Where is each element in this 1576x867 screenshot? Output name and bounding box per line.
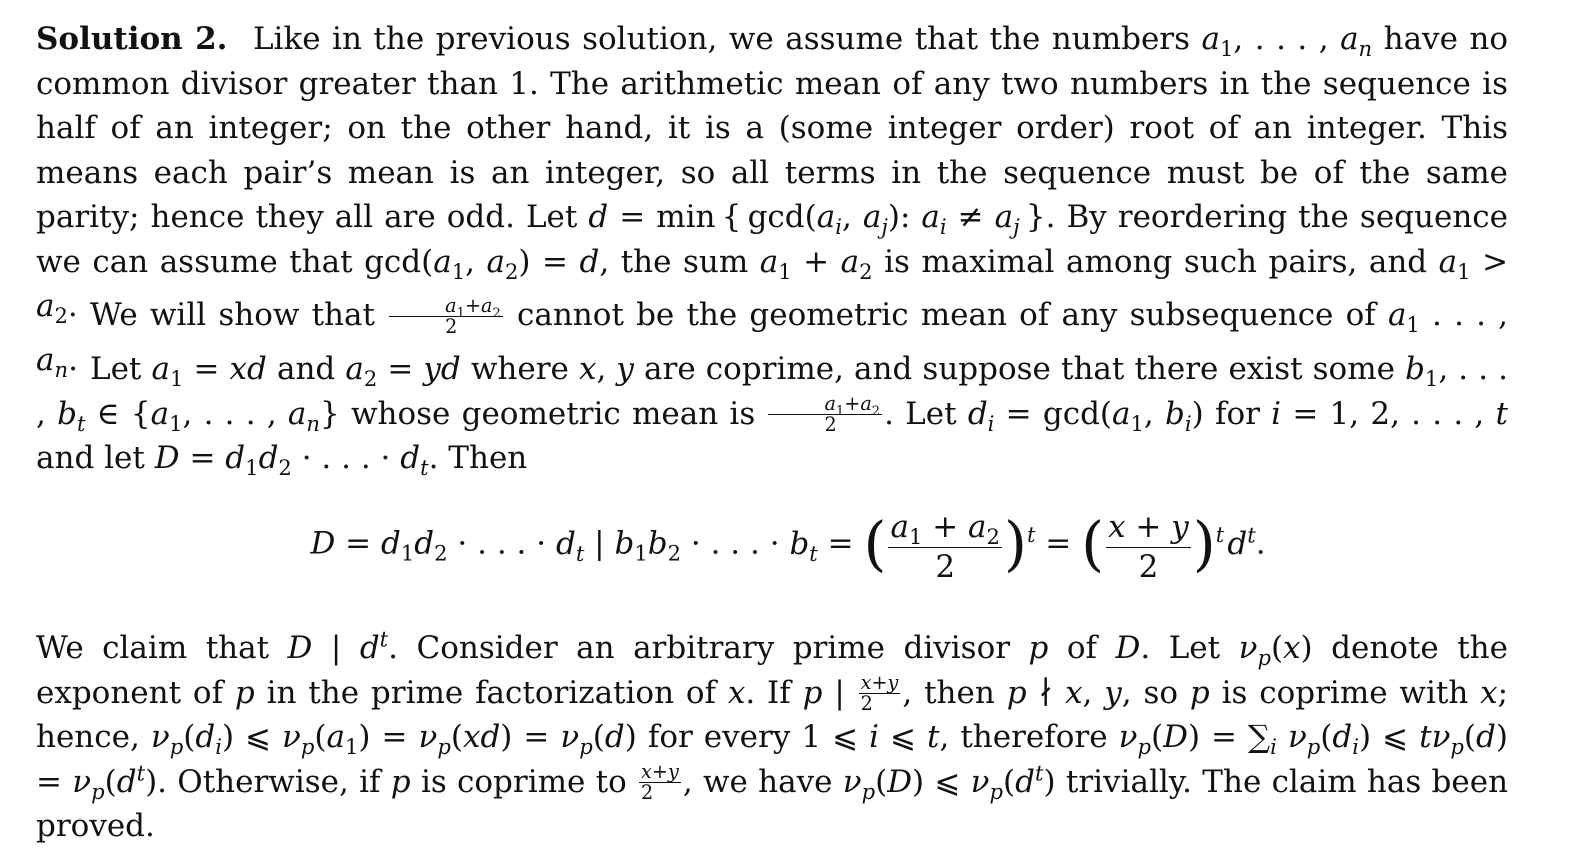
math-sum: $a_1 + a_2$ [759, 243, 873, 284]
p4-text-11: ; hence, [36, 674, 1509, 755]
math-D-def: $D = d_1d_2$ · . . . · $d_t$ [154, 440, 429, 481]
p4-text-3: of [1066, 630, 1098, 666]
p4-text-15: is coprime to [420, 763, 627, 800]
p4-text-5: denote the exponent of [36, 630, 1508, 711]
math-a1-gt-a2: $a_1 > a_2$. [36, 243, 1509, 329]
math-a1-an: $a_1$, . . . , $a_n$ [1201, 21, 1373, 62]
math-b-set: $b_1$, . . . , $b_t$ ∈ {$a_1$, . . . , $a_n$} [36, 351, 1509, 436]
math-p: p [1028, 630, 1049, 666]
p4-text-16: , we have [682, 763, 833, 800]
math-nu-chain: $\nu_p(d_i)$ ⩽ $\nu_p(a_1) = \nu_p(xd) = \nu_p(d)$ [150, 719, 637, 760]
math-i-range-2: 1 ⩽ i ⩽ t [801, 719, 940, 755]
math-p-2: p [234, 674, 255, 711]
p1-text-4: , the sum [599, 243, 749, 280]
solution-label: Solution 2. [36, 21, 228, 57]
p4-text-7: . If [745, 674, 791, 711]
p4-text-14: . Otherwise, if [157, 763, 381, 800]
p3-text-2: and [276, 351, 336, 387]
math-a1-xd: $a_1$ = xd [151, 351, 267, 392]
paragraph-3 [36, 347, 1508, 481]
p3-text-6: . Let [884, 395, 957, 432]
p3-text-9: . Then [428, 440, 528, 476]
math-di-def: $d_i = \gcd(a_1$, $b_i$) [967, 395, 1204, 436]
math-p-div-frac: p | $\frac{x+y}{2}$ [802, 671, 899, 716]
p4-text-10: is coprime with [1221, 674, 1469, 711]
p1-text-5: is maximal among such pairs, and [884, 243, 1428, 280]
p4-text-9: , so [1121, 674, 1179, 711]
paragraph-1 [36, 17, 1508, 329]
math-p-ndiv-xy: p ∤ x, y [1006, 674, 1122, 711]
p4-text-13: , therefore [939, 719, 1108, 755]
p3-text-7: for [1214, 395, 1260, 432]
p4-text-2: . Consider an arbitrary prime divisor [388, 630, 1011, 666]
p4-text-8: , then [902, 674, 995, 711]
math-nu-p-x: $\nu_p(x)$ [1238, 630, 1313, 671]
p4-text-17: trivially. The claim has been proved. [36, 763, 1509, 844]
math-d-def: d = min { $\gcd(a_i$, $a_j$): $a_i \ne a_j$ } [588, 199, 1046, 240]
p4-text-4: . Let [1140, 630, 1221, 666]
math-D: D [1115, 630, 1141, 666]
p3-text-1: Let [90, 351, 142, 387]
math-i-range: i = 1, 2, . . . , t [1271, 395, 1508, 432]
paragraph-4 [36, 626, 1508, 849]
math-nu-D-le: $\nu_p(D)$ ⩽ $\nu_p(d^t)$ [842, 760, 1056, 804]
math-a2-yd: $a_2$ = yd [345, 351, 461, 392]
math-x-2: x [1480, 674, 1498, 711]
p4-text-6: in the prime factorization of [266, 674, 717, 711]
p4-text-1: We claim that [36, 630, 270, 666]
p1-text-3: . By reordering the sequence we can assume that [36, 199, 1508, 280]
math-D-div-dt: D | $d^t$ [287, 626, 389, 666]
math-x: x [727, 674, 746, 711]
p2-text-1: We will show that [90, 297, 375, 333]
math-p-4: p [390, 763, 411, 800]
p2-text-2: cannot be the geometric mean of any subsequence of [517, 297, 1376, 333]
display-equation: $D = d_1d_2$ · . . . · $d_t$ | $b_1b_2$ · . . . · $b_t$ = ( $\frac{a_1 + a_2}{2}$ )$^t$ = ( $\frac{x + y}{2}$ )$^t$ $d^t$. [310, 509, 1266, 585]
p3-text-8: and let [36, 440, 145, 476]
math-p-3: p [1189, 674, 1210, 711]
p1-text-1: Like in the previous solution, we assume that the numbers [252, 21, 1191, 57]
math-xy: x, y [578, 351, 634, 387]
math-frac-xy: $\frac{x+y}{2}$ [641, 760, 679, 805]
p4-text-12: for every [647, 719, 791, 755]
math-frac-mean-2: $\frac{a_1+a_2}{2}$ [768, 394, 882, 435]
p3-text-3: where [470, 351, 569, 387]
math-gcd-a1-a2: $\gcd(a_1$, $a_2) = d$ [364, 243, 600, 284]
p1-text-2: have no common divisor greater than 1. The arithmetic mean of any two numbers in the sequence is half of an integer; on the other hand, it is a (some integer order) root of an integer. This means each pair’s mean is an integer, so all terms in the sequence must be of the same parity; hence they all are odd. Let [36, 21, 1509, 235]
math-nu-sum: $\nu_p(D) = \sum_i$ $\nu_p(d_i)$ ⩽ $t\nu_p(d) = \nu_p(d^t)$ [36, 719, 1508, 804]
math-a1-an-2: $a_1$ . . . , $a_n$. [36, 297, 1509, 382]
math-frac-mean: $\frac{a_1+a_2}{2}$ [389, 296, 503, 337]
p3-text-4: are coprime, and suppose that there exist some [644, 351, 1395, 387]
p3-text-5: whose geometric mean is [350, 395, 756, 432]
